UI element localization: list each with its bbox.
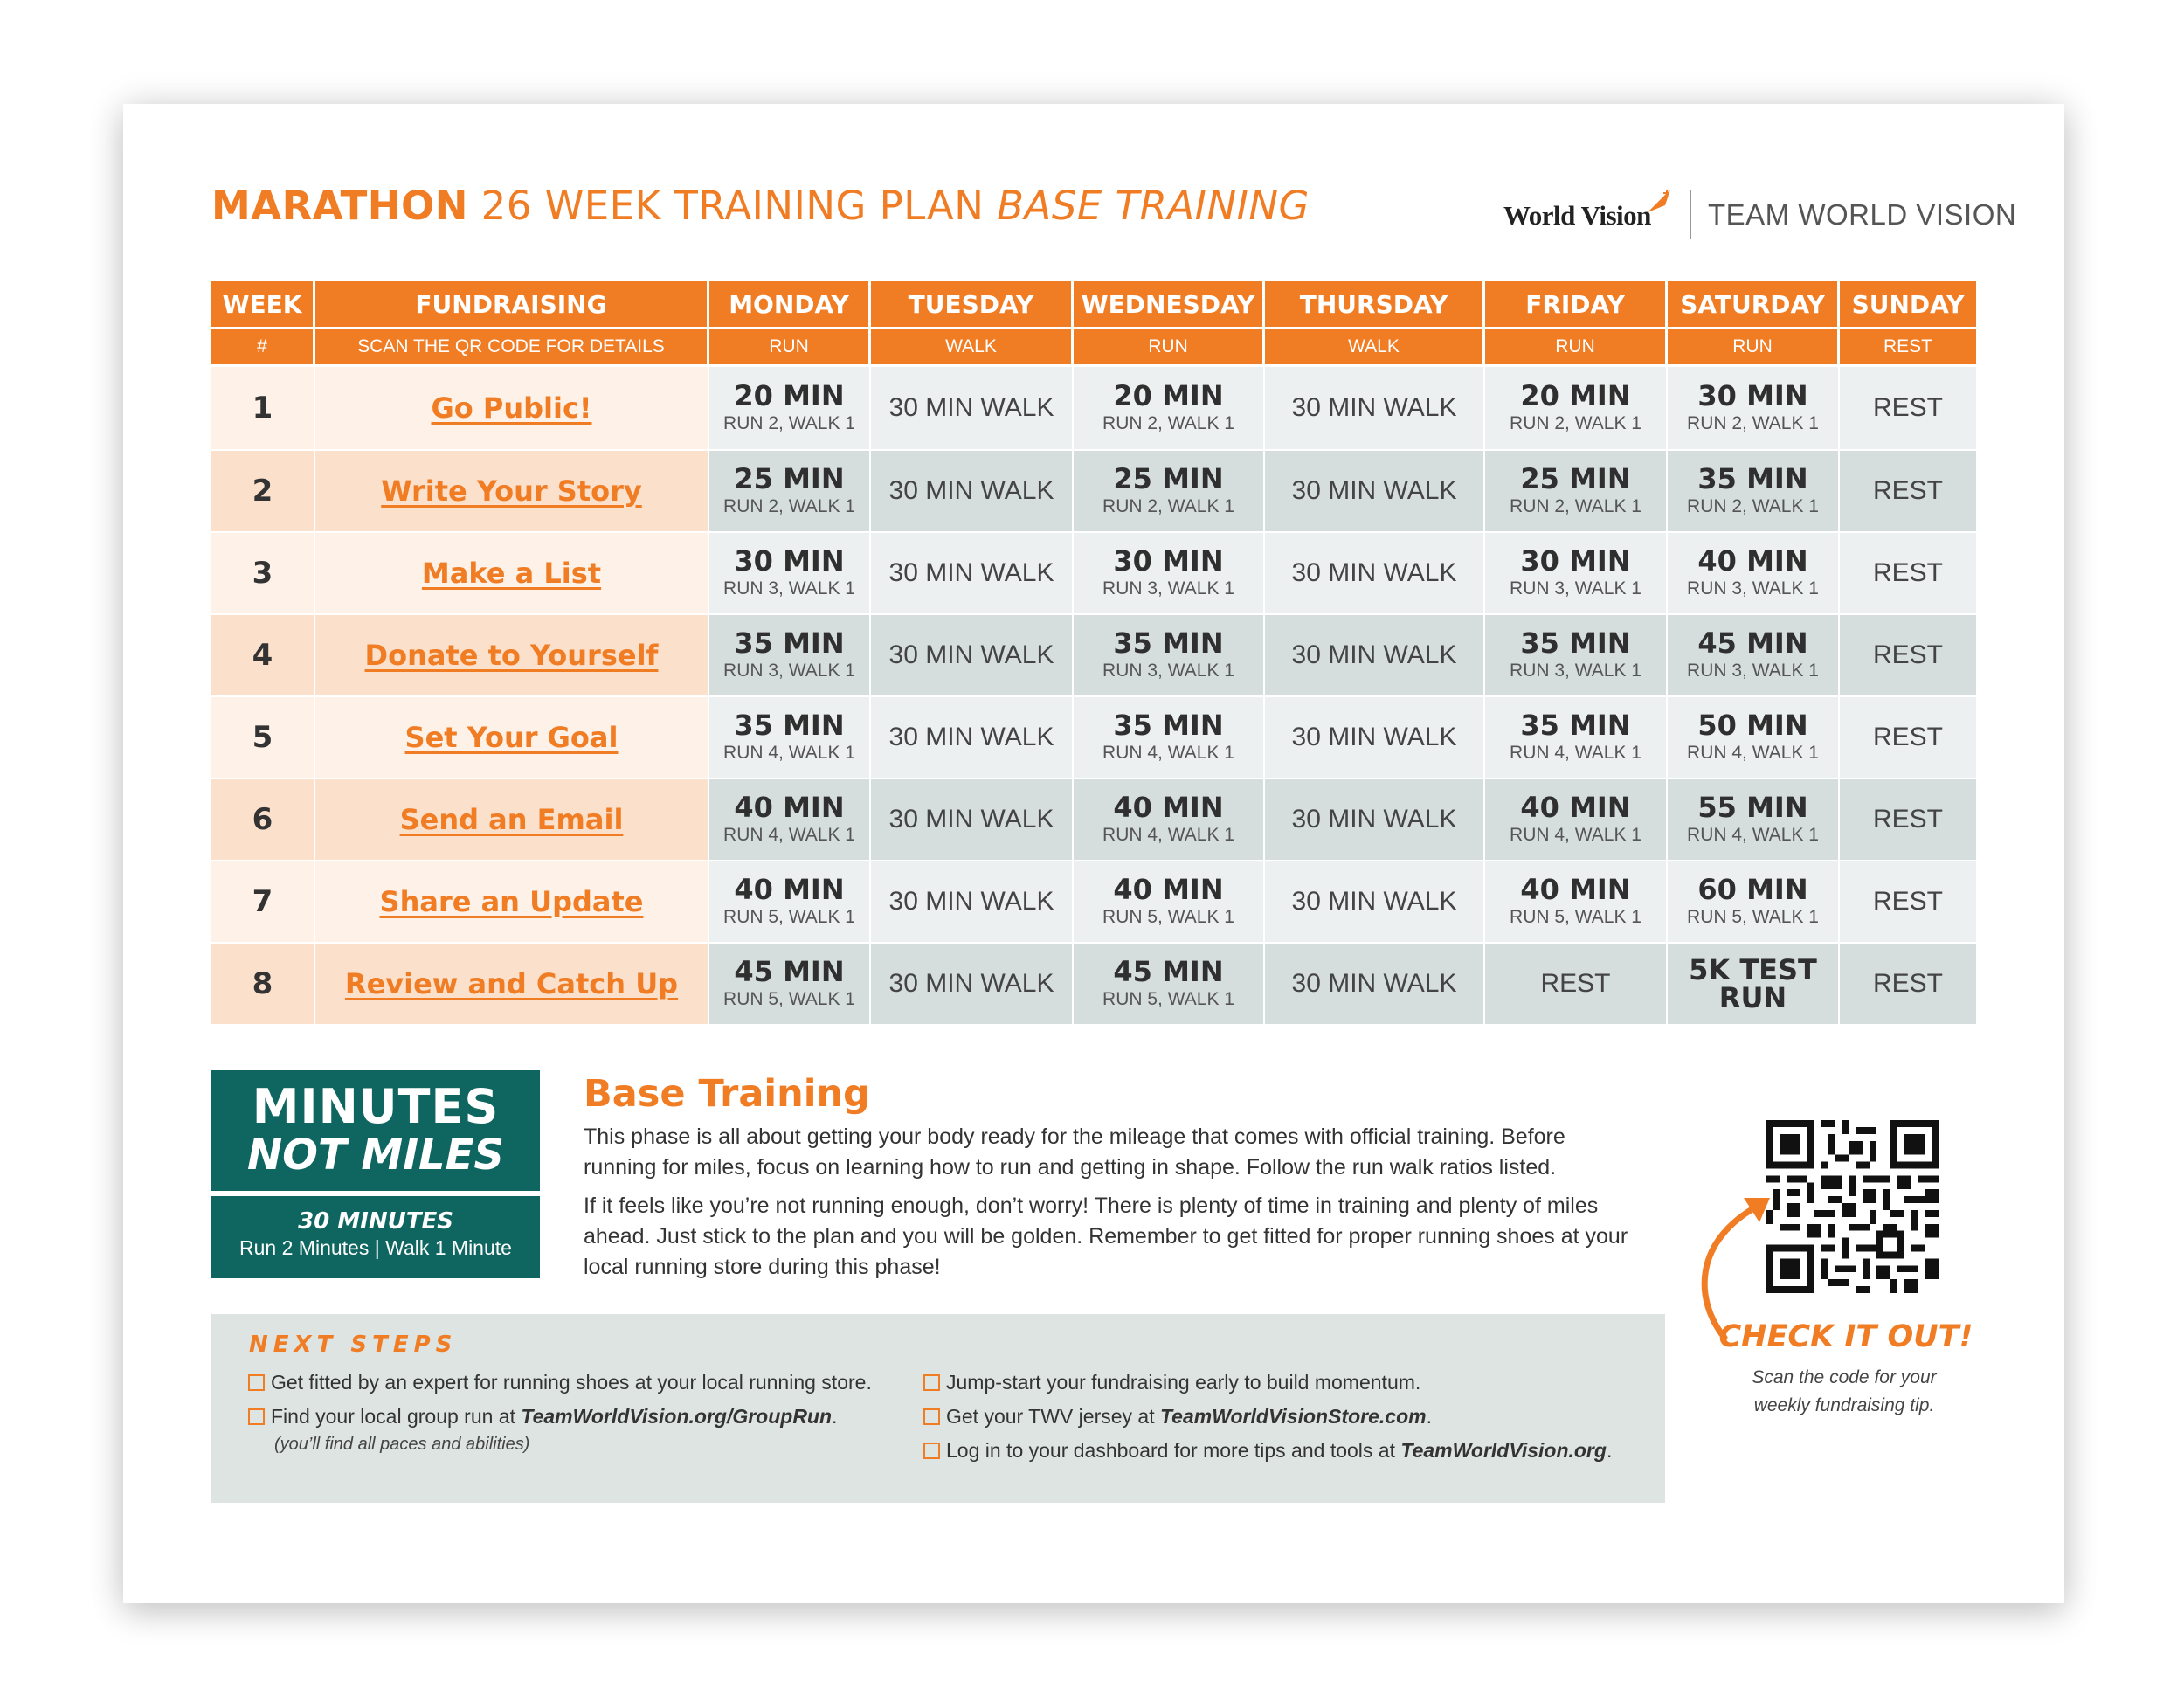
table-row <box>211 695 1976 778</box>
thursday-cell <box>1265 451 1485 531</box>
friday-ratio: RUN 3, WALK 1 <box>1510 578 1641 598</box>
saturday-ratio: RUN 4, WALK 1 <box>1687 743 1819 763</box>
week-number: 8 <box>211 944 315 1024</box>
wednesday-cell <box>1074 367 1265 449</box>
title-plan: 26 WEEK TRAINING PLAN <box>467 183 998 229</box>
monday-ratio: RUN 2, WALK 1 <box>723 496 855 516</box>
fundraising-link[interactable]: Make a List <box>421 557 602 590</box>
table-subheader-row <box>211 327 1976 364</box>
fundraising-link[interactable]: Set Your Goal <box>404 721 619 754</box>
thursday-cell <box>1265 367 1485 449</box>
tuesday-cell <box>871 697 1074 778</box>
friday-ratio: RUN 5, WALK 1 <box>1510 907 1641 927</box>
checklist-item[interactable]: Log in to your dashboard for more tips and tools at TeamWorldVision.org. <box>923 1439 1612 1463</box>
fundraising-cell <box>315 697 709 778</box>
monday-duration: 35 MIN <box>734 709 845 742</box>
thursday-workout: 30 MIN WALK <box>1291 393 1457 422</box>
sunday-workout: REST <box>1872 805 1943 834</box>
wednesday-cell <box>1074 697 1265 778</box>
sunday-cell <box>1840 779 1976 860</box>
friday-ratio: RUN 3, WALK 1 <box>1510 661 1641 681</box>
saturday-duration: 40 MIN <box>1697 544 1808 578</box>
wednesday-ratio: RUN 3, WALK 1 <box>1102 661 1234 681</box>
friday-ratio: RUN 2, WALK 1 <box>1510 413 1641 433</box>
wednesday-ratio: RUN 4, WALK 1 <box>1102 825 1234 845</box>
monday-duration: 30 MIN <box>734 544 845 578</box>
subheader-monday: RUN <box>709 329 871 364</box>
saturday-test-run: 5K TEST RUN <box>1689 953 1817 1014</box>
thursday-workout: 30 MIN WALK <box>1291 558 1457 587</box>
tuesday-workout: 30 MIN WALK <box>888 640 1054 669</box>
week-number: 2 <box>211 451 315 531</box>
tuesday-workout: 30 MIN WALK <box>888 723 1054 751</box>
checklist-item[interactable]: Get fitted by an expert for running shoes at your local running store. <box>248 1371 872 1394</box>
friday-cell <box>1485 861 1668 942</box>
wednesday-cell <box>1074 533 1265 613</box>
subheader-friday: RUN <box>1485 329 1668 364</box>
friday-cell <box>1485 367 1668 449</box>
fundraising-cell <box>315 861 709 942</box>
training-table <box>211 281 1976 1024</box>
saturday-ratio: RUN 2, WALK 1 <box>1687 496 1819 516</box>
world-vision-wordmark: World Vision <box>1503 200 1651 232</box>
fundraising-cell <box>315 944 709 1024</box>
header-week: WEEK <box>211 281 315 327</box>
friday-cell <box>1485 697 1668 778</box>
sunday-workout: REST <box>1872 723 1943 751</box>
table-row <box>211 942 1976 1024</box>
saturday-duration: 55 MIN <box>1697 791 1808 824</box>
tuesday-cell <box>871 861 1074 942</box>
monday-cell <box>709 367 871 449</box>
header-friday: FRIDAY <box>1485 281 1668 327</box>
friday-duration: 40 MIN <box>1520 873 1631 906</box>
fundraising-cell <box>315 451 709 531</box>
friday-duration: 30 MIN <box>1520 544 1631 578</box>
monday-duration: 40 MIN <box>734 873 845 906</box>
saturday-cell <box>1668 861 1840 942</box>
group-run-url[interactable]: TeamWorldVision.org/GroupRun <box>521 1405 833 1428</box>
saturday-duration: 45 MIN <box>1697 626 1808 660</box>
friday-cell <box>1485 779 1668 860</box>
wednesday-cell <box>1074 944 1265 1024</box>
monday-duration: 25 MIN <box>734 462 845 495</box>
subheader-sunday: REST <box>1883 336 1932 356</box>
sunday-cell <box>1840 861 1976 942</box>
week-number: 4 <box>211 615 315 695</box>
checklist-item[interactable]: Get your TWV jersey at TeamWorldVisionStore.com. <box>923 1405 1432 1429</box>
saturday-cell <box>1668 533 1840 613</box>
sunday-cell <box>1840 451 1976 531</box>
fundraising-link[interactable]: Go Public! <box>431 391 592 425</box>
table-row <box>211 778 1976 860</box>
monday-cell <box>709 533 871 613</box>
thursday-cell <box>1265 861 1485 942</box>
qr-caption: Scan the code for your weekly fundraising tip. <box>1752 1367 1937 1415</box>
monday-duration: 20 MIN <box>734 379 845 412</box>
tuesday-cell <box>871 615 1074 695</box>
friday-duration: 40 MIN <box>1520 791 1631 824</box>
thursday-workout: 30 MIN WALK <box>1291 969 1457 998</box>
qr-code[interactable] <box>1766 1120 1939 1293</box>
fundraising-link[interactable]: Share an Update <box>379 885 644 918</box>
fundraising-link[interactable]: Send an Email <box>399 803 624 836</box>
tuesday-workout: 30 MIN WALK <box>888 805 1054 834</box>
week-number: 1 <box>211 367 315 449</box>
week-number: 5 <box>211 697 315 778</box>
saturday-ratio: RUN 3, WALK 1 <box>1687 578 1819 598</box>
wednesday-duration: 25 MIN <box>1113 462 1224 495</box>
header-sunday: SUNDAY <box>1851 289 1965 319</box>
fundraising-cell <box>315 533 709 613</box>
world-vision-logo <box>1503 188 2017 240</box>
table-row <box>211 449 1976 531</box>
tuesday-workout: 30 MIN WALK <box>888 887 1054 916</box>
monday-cell <box>709 944 871 1024</box>
friday-cell <box>1485 944 1668 1024</box>
tuesday-cell <box>871 451 1074 531</box>
sunday-workout: REST <box>1872 640 1943 669</box>
sunday-workout: REST <box>1872 887 1943 916</box>
monday-duration: 40 MIN <box>734 791 845 824</box>
next-steps-panel <box>211 1314 1665 1503</box>
world-vision-star-icon <box>1646 188 1672 214</box>
friday-ratio: RUN 2, WALK 1 <box>1510 496 1641 516</box>
monday-ratio: RUN 2, WALK 1 <box>723 413 855 433</box>
thursday-cell <box>1265 779 1485 860</box>
monday-cell <box>709 779 871 860</box>
thursday-workout: 30 MIN WALK <box>1291 476 1457 505</box>
friday-cell <box>1485 615 1668 695</box>
week-number: 7 <box>211 861 315 942</box>
monday-duration: 35 MIN <box>734 626 845 660</box>
thursday-cell <box>1265 533 1485 613</box>
wednesday-ratio: RUN 3, WALK 1 <box>1102 578 1234 598</box>
monday-cell <box>709 451 871 531</box>
thursday-cell <box>1265 615 1485 695</box>
logo-divider <box>1690 190 1691 239</box>
tuesday-workout: 30 MIN WALK <box>888 558 1054 587</box>
monday-ratio: RUN 5, WALK 1 <box>723 989 855 1009</box>
training-plan-sheet <box>123 104 2064 1603</box>
subheader-saturday: RUN <box>1668 329 1840 364</box>
tuesday-cell <box>871 533 1074 613</box>
wednesday-cell <box>1074 861 1265 942</box>
wednesday-ratio: RUN 5, WALK 1 <box>1102 989 1234 1009</box>
wednesday-cell <box>1074 451 1265 531</box>
base-training-paragraph: This phase is all about getting your body ready for the mileage that comes with official training. Before running for miles, focus on learning how to run and getting in shape. Follow the run walk ratios listed. <box>584 1124 1565 1180</box>
header-thursday: THURSDAY <box>1265 281 1485 327</box>
fundraising-cell <box>315 779 709 860</box>
monday-cell <box>709 697 871 778</box>
minutes-heading: MINUTES <box>252 1079 500 1134</box>
saturday-ratio: RUN 2, WALK 1 <box>1687 413 1819 433</box>
monday-duration: 45 MIN <box>734 955 845 988</box>
checklist-item[interactable]: Jump-start your fundraising early to build momentum. <box>923 1371 1420 1394</box>
sunday-workout: REST <box>1872 969 1943 998</box>
subheader-thursday: WALK <box>1265 329 1485 364</box>
checkbox[interactable] <box>248 1408 265 1425</box>
fundraising-link[interactable]: Review and Catch Up <box>344 967 679 1000</box>
header-monday: MONDAY <box>709 281 871 327</box>
table-body <box>211 367 1976 1024</box>
checkbox[interactable] <box>248 1374 265 1391</box>
week-number: 6 <box>211 779 315 860</box>
table-header-row <box>211 281 1976 327</box>
fundraising-cell <box>315 615 709 695</box>
header-wednesday: WEDNESDAY <box>1074 281 1265 327</box>
wednesday-duration: 40 MIN <box>1113 791 1224 824</box>
friday-ratio: RUN 4, WALK 1 <box>1510 743 1641 763</box>
tuesday-cell <box>871 779 1074 860</box>
saturday-ratio: RUN 3, WALK 1 <box>1687 661 1819 681</box>
tuesday-workout: 30 MIN WALK <box>888 969 1054 998</box>
saturday-duration: 50 MIN <box>1697 709 1808 742</box>
dashboard-url[interactable]: TeamWorldVision.org <box>1400 1439 1607 1462</box>
fundraising-cell <box>315 367 709 449</box>
header-tuesday: TUESDAY <box>871 281 1074 327</box>
wednesday-cell <box>1074 615 1265 695</box>
checklist-note: (you’ll find all paces and abilities) <box>274 1435 530 1454</box>
sunday-cell <box>1840 615 1976 695</box>
wednesday-ratio: RUN 2, WALK 1 <box>1102 413 1234 433</box>
thursday-cell <box>1265 697 1485 778</box>
checkbox[interactable] <box>923 1374 940 1391</box>
monday-cell <box>709 615 871 695</box>
saturday-cell <box>1668 697 1840 778</box>
saturday-duration: 60 MIN <box>1697 873 1808 906</box>
subheader-week: # <box>211 329 315 364</box>
next-steps-heading: NEXT STEPS <box>249 1332 458 1358</box>
wednesday-cell <box>1074 779 1265 860</box>
checklist-item[interactable]: Find your local group run at TeamWorldVision.org/GroupRun. <box>248 1405 837 1429</box>
table-row <box>211 613 1976 695</box>
wednesday-duration: 45 MIN <box>1113 955 1224 988</box>
monday-ratio: RUN 4, WALK 1 <box>723 825 855 845</box>
wednesday-ratio: RUN 2, WALK 1 <box>1102 496 1234 516</box>
minutes-not-miles-banner <box>211 1070 540 1191</box>
minutes-box-detail <box>211 1196 540 1278</box>
wednesday-ratio: RUN 5, WALK 1 <box>1102 907 1234 927</box>
header-fundraising: FUNDRAISING <box>315 281 709 327</box>
saturday-ratio: RUN 4, WALK 1 <box>1687 825 1819 845</box>
saturday-cell <box>1668 367 1840 449</box>
check-it-out-label: CHECK IT OUT! <box>1718 1319 1973 1354</box>
friday-workout: REST <box>1540 969 1611 998</box>
sunday-cell <box>1840 944 1976 1024</box>
fundraising-link[interactable]: Write Your Story <box>381 474 642 508</box>
friday-duration: 20 MIN <box>1520 379 1631 412</box>
thursday-workout: 30 MIN WALK <box>1291 805 1457 834</box>
wednesday-duration: 40 MIN <box>1113 873 1224 906</box>
page-title <box>211 183 1310 235</box>
team-world-vision-brand: TEAM WORLD VISION <box>1708 198 2017 231</box>
sunday-workout: REST <box>1872 476 1943 505</box>
title-phase: BASE TRAINING <box>997 183 1310 229</box>
wednesday-duration: 35 MIN <box>1113 626 1224 660</box>
table-row <box>211 860 1976 942</box>
sunday-cell <box>1840 533 1976 613</box>
minutes-not-miles-box <box>211 1070 540 1278</box>
friday-duration: 35 MIN <box>1520 709 1631 742</box>
wednesday-duration: 30 MIN <box>1113 544 1224 578</box>
tuesday-workout: 30 MIN WALK <box>888 476 1054 505</box>
header-saturday: SATURDAY <box>1668 281 1840 327</box>
saturday-cell <box>1668 615 1840 695</box>
monday-ratio: RUN 5, WALK 1 <box>723 907 855 927</box>
base-training-paragraph: If it feels like you’re not running enough, don’t worry! There is plenty of time in training and plenty of miles ahead. Just stick to the plan and you will be golden. Remember to get fitted for proper running shoes at your local running store during this phase! <box>584 1193 1628 1279</box>
week-number: 3 <box>211 533 315 613</box>
base-training-heading: Base Training <box>584 1072 870 1116</box>
not-miles-heading: NOT MILES <box>247 1131 504 1180</box>
checkbox[interactable] <box>923 1443 940 1459</box>
thursday-workout: 30 MIN WALK <box>1291 640 1457 669</box>
subheader-wednesday: RUN <box>1074 329 1265 364</box>
wednesday-duration: 20 MIN <box>1113 379 1224 412</box>
sunday-cell <box>1840 697 1976 778</box>
saturday-duration: 30 MIN <box>1697 379 1808 412</box>
checkbox[interactable] <box>923 1408 940 1425</box>
tuesday-workout: 30 MIN WALK <box>888 393 1054 422</box>
wednesday-duration: 35 MIN <box>1113 709 1224 742</box>
saturday-cell <box>1668 944 1840 1024</box>
thursday-cell <box>1265 944 1485 1024</box>
store-url[interactable]: TeamWorldVisionStore.com <box>1159 1405 1427 1428</box>
saturday-ratio: RUN 5, WALK 1 <box>1687 907 1819 927</box>
sunday-cell <box>1840 367 1976 449</box>
friday-cell <box>1485 451 1668 531</box>
title-marathon: MARATHON <box>211 183 468 229</box>
friday-cell <box>1485 533 1668 613</box>
table-row <box>211 367 1976 449</box>
sunday-workout: REST <box>1872 393 1943 422</box>
tuesday-cell <box>871 367 1074 449</box>
table-row <box>211 531 1976 613</box>
wednesday-ratio: RUN 4, WALK 1 <box>1102 743 1234 763</box>
saturday-cell <box>1668 779 1840 860</box>
minutes-total: 30 MINUTES <box>298 1208 453 1235</box>
thursday-workout: 30 MIN WALK <box>1291 723 1457 751</box>
monday-cell <box>709 861 871 942</box>
monday-ratio: RUN 3, WALK 1 <box>723 661 855 681</box>
saturday-cell <box>1668 451 1840 531</box>
run-walk-ratio: Run 2 Minutes | Walk 1 Minute <box>239 1236 512 1259</box>
thursday-workout: 30 MIN WALK <box>1291 887 1457 916</box>
fundraising-link[interactable]: Donate to Yourself <box>364 639 659 672</box>
monday-ratio: RUN 3, WALK 1 <box>723 578 855 598</box>
monday-ratio: RUN 4, WALK 1 <box>723 743 855 763</box>
friday-duration: 25 MIN <box>1520 462 1631 495</box>
sunday-workout: REST <box>1872 558 1943 587</box>
subheader-tuesday: WALK <box>871 329 1074 364</box>
friday-duration: 35 MIN <box>1520 626 1631 660</box>
saturday-duration: 35 MIN <box>1697 462 1808 495</box>
tuesday-cell <box>871 944 1074 1024</box>
subheader-fundraising: SCAN THE QR CODE FOR DETAILS <box>315 329 709 364</box>
friday-ratio: RUN 4, WALK 1 <box>1510 825 1641 845</box>
